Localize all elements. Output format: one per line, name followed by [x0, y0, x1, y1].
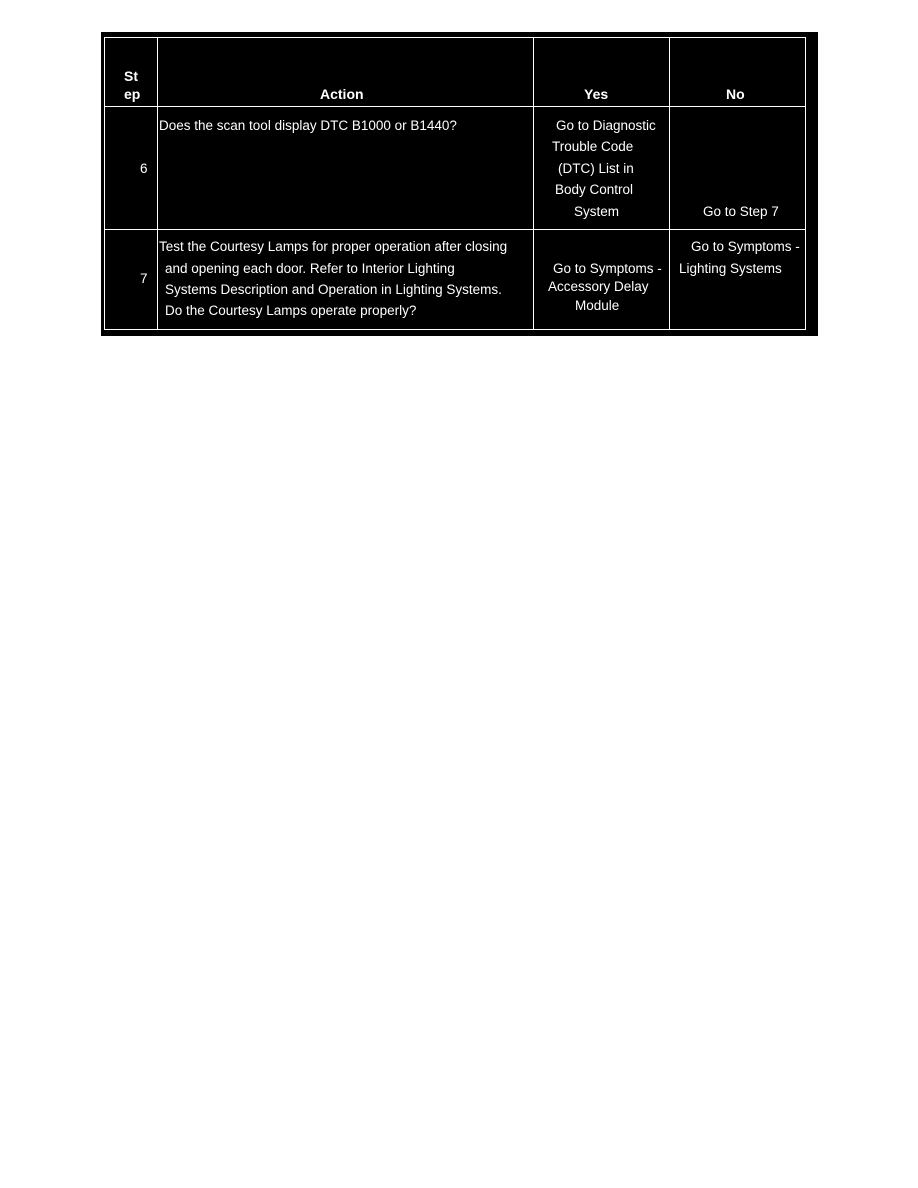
header-yes: Yes [584, 86, 609, 102]
row-7-step: 7 [140, 271, 148, 286]
diagnostic-table [101, 32, 818, 336]
row-6-step: 6 [140, 161, 148, 176]
row-6-no-cell [669, 106, 806, 230]
row-6-yes-cell [533, 106, 670, 230]
row-6-action-line-1: Does the scan tool display DTC B1000 or B1440? [159, 118, 457, 133]
row-7-yes-line-1: Go to Symptoms - [553, 261, 662, 276]
row-7-no-line-2: Lighting Systems [679, 261, 782, 276]
row-7-yes-line-2: Accessory Delay [548, 279, 649, 294]
header-step-line-1: St [124, 68, 138, 84]
row-7-action-line-3: Systems Description and Operation in Lighting Systems. [165, 282, 502, 297]
header-no: No [726, 86, 745, 102]
row-7-action-line-2: and opening each door. Refer to Interior Lighting [165, 261, 455, 276]
header-action: Action [320, 86, 364, 102]
header-step-cell [104, 37, 158, 107]
row-7-action-line-4: Do the Courtesy Lamps operate properly? [165, 303, 417, 318]
row-7-yes-line-3: Module [575, 298, 620, 313]
row-7-no-cell [669, 229, 806, 330]
row-6-no-line-1: Go to Step 7 [703, 204, 779, 219]
row-7-yes-cell [533, 229, 670, 330]
row-6-action-cell [157, 106, 534, 230]
header-step-line-2: ep [124, 86, 141, 102]
row-6-yes-line-4: Body Control [555, 182, 634, 197]
header-yes-cell [533, 37, 670, 107]
header-no-cell [669, 37, 806, 107]
row-7-no-line-1: Go to Symptoms - [691, 239, 800, 254]
row-6-yes-line-2: Trouble Code [552, 139, 634, 154]
row-7-action-line-1: Test the Courtesy Lamps for proper operation after closing [159, 239, 508, 254]
row-7-step-cell [104, 229, 158, 330]
row-6-yes-line-1: Go to Diagnostic [556, 118, 656, 133]
header-action-cell [157, 37, 534, 107]
row-6-yes-line-5: System [574, 204, 620, 219]
row-6-step-cell [104, 106, 158, 230]
row-7-action-cell [157, 229, 534, 330]
row-6-yes-line-3: (DTC) List in [558, 161, 634, 176]
